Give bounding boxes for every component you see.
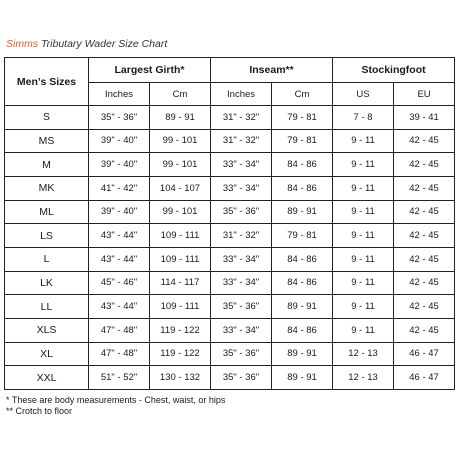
stockingfoot-eu-cell: 42 - 45	[394, 200, 455, 224]
inseam-inches-subheader: Inches	[211, 83, 272, 106]
girth-inches-cell: 45" - 46"	[89, 271, 150, 295]
stockingfoot-us-cell: 7 - 8	[333, 106, 394, 130]
stockingfoot-us-cell: 9 - 11	[333, 271, 394, 295]
inseam-inches-cell: 35" - 36"	[211, 342, 272, 366]
stockingfoot-eu-cell: 42 - 45	[394, 295, 455, 319]
girth-inches-cell: 47" - 48"	[89, 342, 150, 366]
girth-inches-cell: 43" - 44"	[89, 247, 150, 271]
inseam-cm-cell: 89 - 91	[272, 295, 333, 319]
chart-title-text: Tributary Wader Size Chart	[41, 38, 168, 50]
stockingfoot-eu-cell: 42 - 45	[394, 129, 455, 153]
inseam-cm-cell: 79 - 81	[272, 224, 333, 248]
girth-inches-cell: 43" - 44"	[89, 224, 150, 248]
size-cell: MS	[5, 129, 89, 153]
footnote-crotch-to-floor: ** Crotch to floor	[6, 406, 73, 416]
girth-cm-cell: 109 - 111	[150, 224, 211, 248]
inseam-inches-cell: 33" - 34"	[211, 153, 272, 177]
inseam-cm-cell: 79 - 81	[272, 106, 333, 130]
largest-girth-header: Largest Girth*	[89, 58, 211, 83]
inseam-cm-cell: 84 - 86	[272, 176, 333, 200]
inseam-inches-cell: 31" - 32"	[211, 106, 272, 130]
stockingfoot-us-cell: 9 - 11	[333, 247, 394, 271]
stockingfoot-eu-cell: 42 - 45	[394, 271, 455, 295]
stockingfoot-us-cell: 9 - 11	[333, 129, 394, 153]
girth-inches-cell: 51" - 52"	[89, 366, 150, 390]
stockingfoot-us-cell: 9 - 11	[333, 153, 394, 177]
inseam-inches-cell: 35" - 36"	[211, 200, 272, 224]
stockingfoot-eu-cell: 42 - 45	[394, 224, 455, 248]
girth-inches-cell: 39" - 40"	[89, 153, 150, 177]
girth-cm-cell: 99 - 101	[150, 200, 211, 224]
inseam-cm-cell: 84 - 86	[272, 318, 333, 342]
table-row	[5, 129, 455, 153]
inseam-cm-cell: 89 - 91	[272, 342, 333, 366]
stockingfoot-us-cell: 12 - 13	[333, 366, 394, 390]
inseam-cm-cell: 84 - 86	[272, 247, 333, 271]
girth-inches-cell: 35" - 36"	[89, 106, 150, 130]
stockingfoot-eu-cell: 42 - 45	[394, 153, 455, 177]
size-cell: MK	[5, 176, 89, 200]
inseam-cm-cell: 84 - 86	[272, 153, 333, 177]
table-row	[5, 318, 455, 342]
inseam-cm-cell: 84 - 86	[272, 271, 333, 295]
inseam-inches-cell: 33" - 34"	[211, 271, 272, 295]
size-cell: LS	[5, 224, 89, 248]
stockingfoot-us-cell: 12 - 13	[333, 342, 394, 366]
inseam-inches-cell: 33" - 34"	[211, 247, 272, 271]
girth-inches-subheader: Inches	[89, 83, 150, 106]
table-row	[5, 247, 455, 271]
girth-cm-cell: 114 - 117	[150, 271, 211, 295]
table-row	[5, 271, 455, 295]
size-cell: S	[5, 106, 89, 130]
stockingfoot-us-cell: 9 - 11	[333, 318, 394, 342]
inseam-inches-cell: 33" - 34"	[211, 176, 272, 200]
girth-cm-cell: 104 - 107	[150, 176, 211, 200]
size-cell: XLS	[5, 318, 89, 342]
table-row	[5, 176, 455, 200]
stockingfoot-header: Stockingfoot	[333, 58, 455, 83]
table-row	[5, 106, 455, 130]
girth-cm-cell: 89 - 91	[150, 106, 211, 130]
table-row	[5, 224, 455, 248]
girth-cm-cell: 119 - 122	[150, 318, 211, 342]
girth-inches-cell: 41" - 42"	[89, 176, 150, 200]
table-row	[5, 342, 455, 366]
stockingfoot-eu-cell: 46 - 47	[394, 342, 455, 366]
mens-sizes-header: Men’s Sizes	[5, 58, 89, 106]
girth-inches-cell: 43" - 44"	[89, 295, 150, 319]
stockingfoot-eu-cell: 42 - 45	[394, 318, 455, 342]
girth-cm-cell: 99 - 101	[150, 129, 211, 153]
stockingfoot-eu-cell: 39 - 41	[394, 106, 455, 130]
table-row	[5, 366, 455, 390]
size-cell: L	[5, 247, 89, 271]
stockingfoot-us-cell: 9 - 11	[333, 176, 394, 200]
inseam-header: Inseam**	[211, 58, 333, 83]
girth-cm-cell: 109 - 111	[150, 295, 211, 319]
inseam-cm-cell: 79 - 81	[272, 129, 333, 153]
inseam-inches-cell: 33" - 34"	[211, 318, 272, 342]
inseam-inches-cell: 31" - 32"	[211, 224, 272, 248]
inseam-cm-subheader: Cm	[272, 83, 333, 106]
stockingfoot-us-subheader: US	[333, 83, 394, 106]
stockingfoot-eu-subheader: EU	[394, 83, 455, 106]
stockingfoot-eu-cell: 46 - 47	[394, 366, 455, 390]
inseam-inches-cell: 31" - 32"	[211, 129, 272, 153]
girth-cm-cell: 99 - 101	[150, 153, 211, 177]
stockingfoot-us-cell: 9 - 11	[333, 224, 394, 248]
footnotes	[6, 395, 225, 417]
stockingfoot-us-cell: 9 - 11	[333, 295, 394, 319]
inseam-inches-cell: 35" - 36"	[211, 295, 272, 319]
girth-cm-cell: 119 - 122	[150, 342, 211, 366]
inseam-cm-cell: 89 - 91	[272, 200, 333, 224]
table-row	[5, 295, 455, 319]
size-chart-table	[4, 57, 455, 390]
size-cell: ML	[5, 200, 89, 224]
girth-cm-cell: 109 - 111	[150, 247, 211, 271]
chart-title	[6, 38, 167, 50]
brand-name: Simms	[6, 38, 39, 50]
stockingfoot-eu-cell: 42 - 45	[394, 247, 455, 271]
size-cell: LK	[5, 271, 89, 295]
stockingfoot-us-cell: 9 - 11	[333, 200, 394, 224]
footnote-body-measurements: * These are body measurements - Chest, waist, or hips	[6, 395, 226, 405]
inseam-cm-cell: 89 - 91	[272, 366, 333, 390]
size-cell: LL	[5, 295, 89, 319]
table-row	[5, 200, 455, 224]
girth-inches-cell: 39" - 40"	[89, 129, 150, 153]
size-cell: M	[5, 153, 89, 177]
girth-cm-subheader: Cm	[150, 83, 211, 106]
inseam-inches-cell: 35" - 36"	[211, 366, 272, 390]
size-cell: XXL	[5, 366, 89, 390]
stockingfoot-eu-cell: 42 - 45	[394, 176, 455, 200]
girth-cm-cell: 130 - 132	[150, 366, 211, 390]
girth-inches-cell: 39" - 40"	[89, 200, 150, 224]
girth-inches-cell: 47" - 48"	[89, 318, 150, 342]
header-row	[5, 58, 455, 83]
table-row	[5, 153, 455, 177]
size-cell: XL	[5, 342, 89, 366]
